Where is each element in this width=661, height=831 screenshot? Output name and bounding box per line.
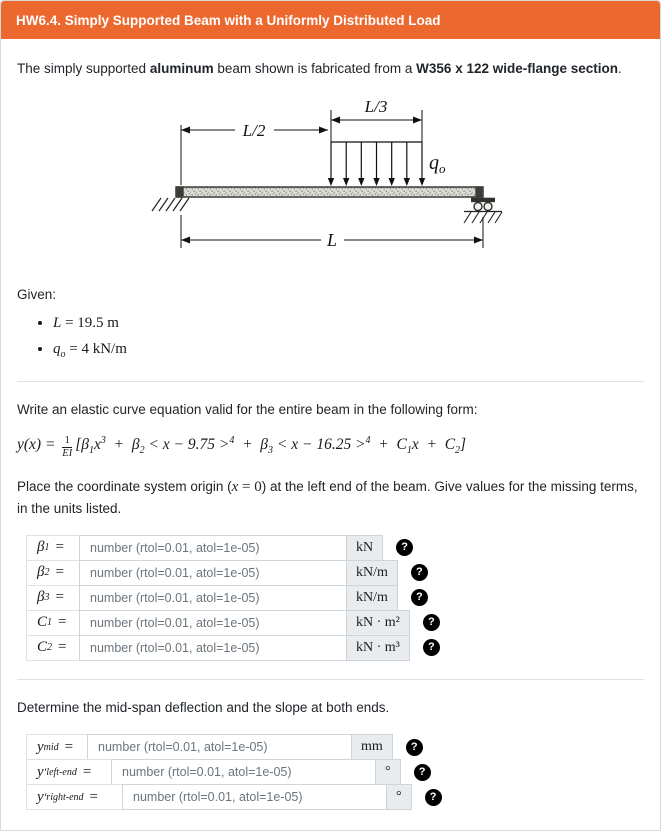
origin-note: Place the coordinate system origin (x = 0) at the left end of the beam. Give values for the missing terms, in the units listed. [17, 479, 638, 516]
load-arrowheads [327, 178, 424, 186]
beta3-row [26, 585, 428, 611]
q0-load-label: $q_o$ [428, 152, 445, 177]
slope-left-help-badge[interactable]: ? [414, 764, 431, 781]
beta1-input[interactable] [79, 535, 347, 561]
beta3-help-badge[interactable]: ? [411, 589, 428, 606]
arrow-icon [413, 117, 422, 124]
beta2-unit: kN/m [346, 560, 398, 586]
given-label: Given: [17, 287, 57, 303]
slope-right-label: y ′ right-end = [26, 784, 123, 810]
c1-help-badge[interactable]: ? [423, 614, 440, 631]
given-item-L: • L = 19.5 m [53, 313, 644, 335]
given-list [17, 313, 644, 363]
divider [17, 679, 644, 680]
intro-text: The simply supported aluminum beam shown is fabricated from a W356 x 122 wide-flange section. [17, 61, 622, 76]
ymid-unit: mm [351, 734, 393, 760]
beta1-unit: kN [346, 535, 383, 561]
equation-body [75, 435, 467, 457]
dim-total-label: L [326, 230, 337, 251]
assignment-title: HW6.4. Simply Supported Beam with a Uniformly Distributed Load [16, 12, 441, 28]
beam-diagram-svg [131, 85, 531, 275]
slope-left-unit: ° [375, 759, 401, 785]
answers-table-coefficients [26, 535, 644, 661]
equation-term: + $\beta_3 < x - 16.25 >^4$ [234, 435, 371, 457]
slope-right-row [26, 784, 442, 810]
beam-right-end-cap [475, 187, 482, 198]
arrow-icon [474, 237, 483, 244]
c2-unit: kN · m³ [346, 635, 410, 661]
c2-label: C 2 = [26, 635, 80, 661]
dim-l-third-label: L/3 [364, 97, 387, 117]
equation-term: + $C_1x$ [370, 436, 419, 457]
equation-term: [$\beta_1x^3$ [75, 435, 106, 457]
ymid-help-badge[interactable]: ? [406, 739, 423, 756]
beta2-input[interactable] [79, 560, 347, 586]
beta3-unit: kN/m [346, 585, 398, 611]
c1-unit: kN · m² [346, 610, 410, 636]
beam-left-end-cap [176, 187, 183, 198]
c1-input[interactable] [79, 610, 347, 636]
beta1-label: β 1 = [26, 535, 80, 561]
slope-right-unit: ° [386, 784, 412, 810]
beta3-input[interactable] [79, 585, 347, 611]
distributed-load [331, 142, 422, 179]
beta2-help-badge[interactable]: ? [411, 564, 428, 581]
arrow-icon [181, 237, 190, 244]
answers-table-deflection [26, 734, 644, 810]
deflection-prompt: Determine the mid-span deflection and the slope at both ends. [17, 699, 390, 715]
beta1-row [26, 535, 413, 561]
slope-left-row [26, 759, 431, 785]
assignment-header [1, 1, 660, 39]
beam [176, 187, 483, 197]
c2-help-badge[interactable]: ? [423, 639, 440, 656]
left-pin-support [152, 198, 189, 211]
c1-label: C 1 = [26, 610, 80, 636]
beta2-row [26, 560, 428, 586]
arrow-icon [319, 127, 328, 134]
equation-fraction: $\frac{1}{EI}$ [62, 435, 73, 460]
slope-right-input[interactable] [122, 784, 387, 810]
ymid-input[interactable] [87, 734, 352, 760]
equation-term: + $C_2$] [418, 436, 467, 457]
dim-l-half-label: L/2 [242, 121, 265, 141]
c2-input[interactable] [79, 635, 347, 661]
elastic-curve-equation [17, 435, 644, 460]
c2-row [26, 635, 440, 661]
equation-prompt: Write an elastic curve equation valid for the entire beam in the following form: [17, 401, 478, 417]
c1-row [26, 610, 440, 636]
slope-right-help-badge[interactable]: ? [425, 789, 442, 806]
slope-left-label: y ′ left-end = [26, 759, 112, 785]
given-item-q0: • $q_o = 4$ kN/m [53, 339, 644, 363]
ymid-row [26, 734, 423, 760]
beta2-label: β 2 = [26, 560, 80, 586]
beam-diagram [17, 85, 644, 275]
equation-term: + $\beta_2 < x - 9.75 >^4$ [105, 435, 235, 457]
beta1-help-badge[interactable]: ? [396, 539, 413, 556]
divider [17, 381, 644, 382]
arrow-icon [331, 117, 340, 124]
slope-left-input[interactable] [111, 759, 376, 785]
arrow-icon [181, 127, 190, 134]
equation-lhs: y(x) = [17, 436, 56, 454]
ymid-label: y mid = [26, 734, 88, 760]
beta3-label: β 3 = [26, 585, 80, 611]
